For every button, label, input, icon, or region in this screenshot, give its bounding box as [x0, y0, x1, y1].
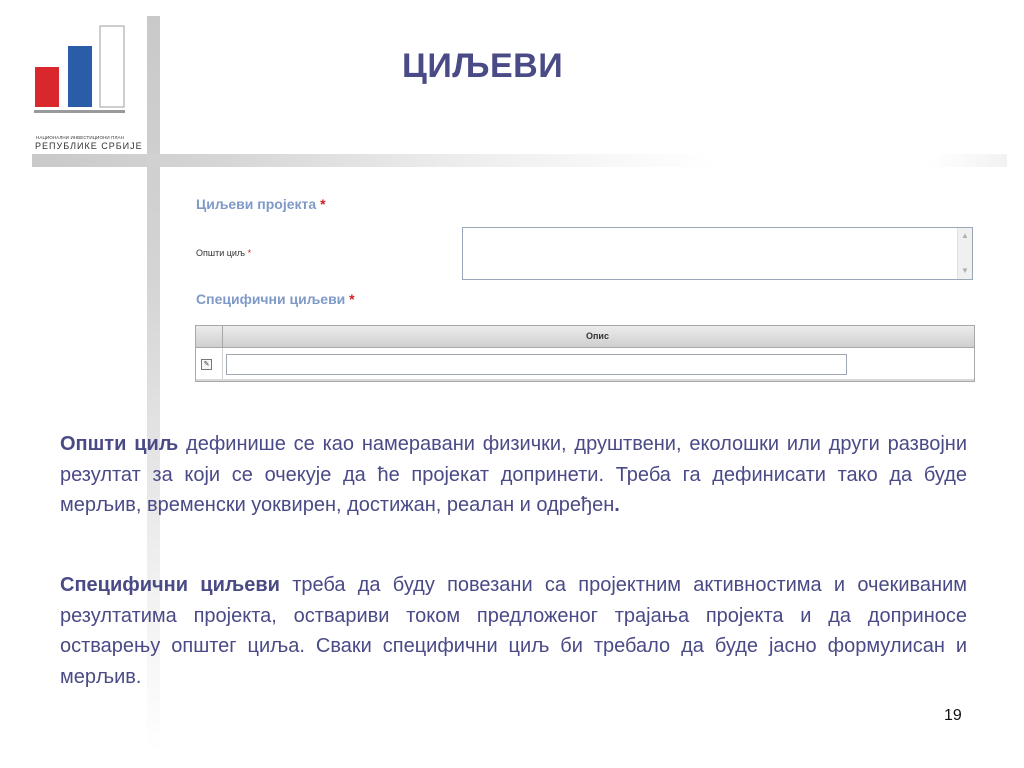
general-goal-paragraph — [60, 429, 967, 521]
general-goal-term: Општи циљ — [60, 433, 179, 455]
specific-goals-definition: треба да буду повезани са пројектним активностима и очекиваним резултатима пројекта, оствариви током предложеног трајања пројекта и да доприносе остварењу општег циља. Сваки специфични циљ би требало да буде јасно формулисан и мерљив. — [60, 574, 967, 688]
general-goal-label — [196, 248, 251, 258]
scroll-up-icon[interactable]: ▲ — [961, 231, 969, 240]
grid-header — [196, 326, 974, 348]
general-goal-textarea[interactable] — [462, 227, 973, 280]
frame-horizontal-line — [32, 154, 1007, 167]
scroll-down-icon[interactable]: ▼ — [961, 266, 969, 275]
nip-logo — [30, 22, 143, 151]
table-row — [196, 348, 974, 381]
general-goal-label-text: Општи циљ — [196, 248, 246, 258]
edit-row-icon[interactable]: ✎ — [201, 359, 212, 370]
logo-line2: РЕПУБЛИКЕ СРБИЈЕ — [35, 141, 143, 151]
logo-red-bar — [35, 67, 59, 107]
grid-header-corner — [196, 326, 223, 347]
textarea-scrollbar[interactable] — [957, 228, 972, 279]
logo-blue-bar — [68, 46, 92, 107]
specific-goals-paragraph — [60, 570, 967, 692]
goals-section-label — [196, 196, 326, 212]
specific-goals-grid — [195, 325, 975, 382]
logo-base-line — [34, 110, 125, 113]
page-number: 19 — [944, 707, 962, 724]
logo-bars-icon — [30, 22, 140, 132]
grid-column-description: Опис — [586, 331, 609, 341]
goals-section-text: Циљеви пројекта — [196, 196, 317, 212]
specific-section-label — [196, 291, 355, 307]
general-goal-end: . — [614, 494, 620, 516]
general-goal-definition: дефинише се као намеравани физички, друштвени, еколошки или други развојни резултат за који се очекује да ће пројекат допринети. Треба га дефинисати тако да буде мерљив, временски уоквирен, достижан, реалан и одређен — [60, 433, 968, 516]
slide-title: ЦИЉЕВИ — [402, 47, 564, 85]
general-goal-required-marker: * — [247, 248, 252, 258]
row-separator — [222, 348, 223, 381]
required-marker: * — [320, 196, 326, 212]
specific-required-marker: * — [349, 291, 355, 307]
logo-white-bar — [100, 26, 124, 107]
specific-section-text: Специфични циљеви — [196, 291, 346, 307]
grid-bottom-border — [196, 379, 974, 381]
specific-goals-term: Специфични циљеви — [60, 574, 280, 596]
logo-line1: НАЦИОНАЛНИ ИНВЕСТИЦИОНИ ПЛАН — [36, 135, 124, 140]
description-input[interactable] — [226, 354, 847, 375]
